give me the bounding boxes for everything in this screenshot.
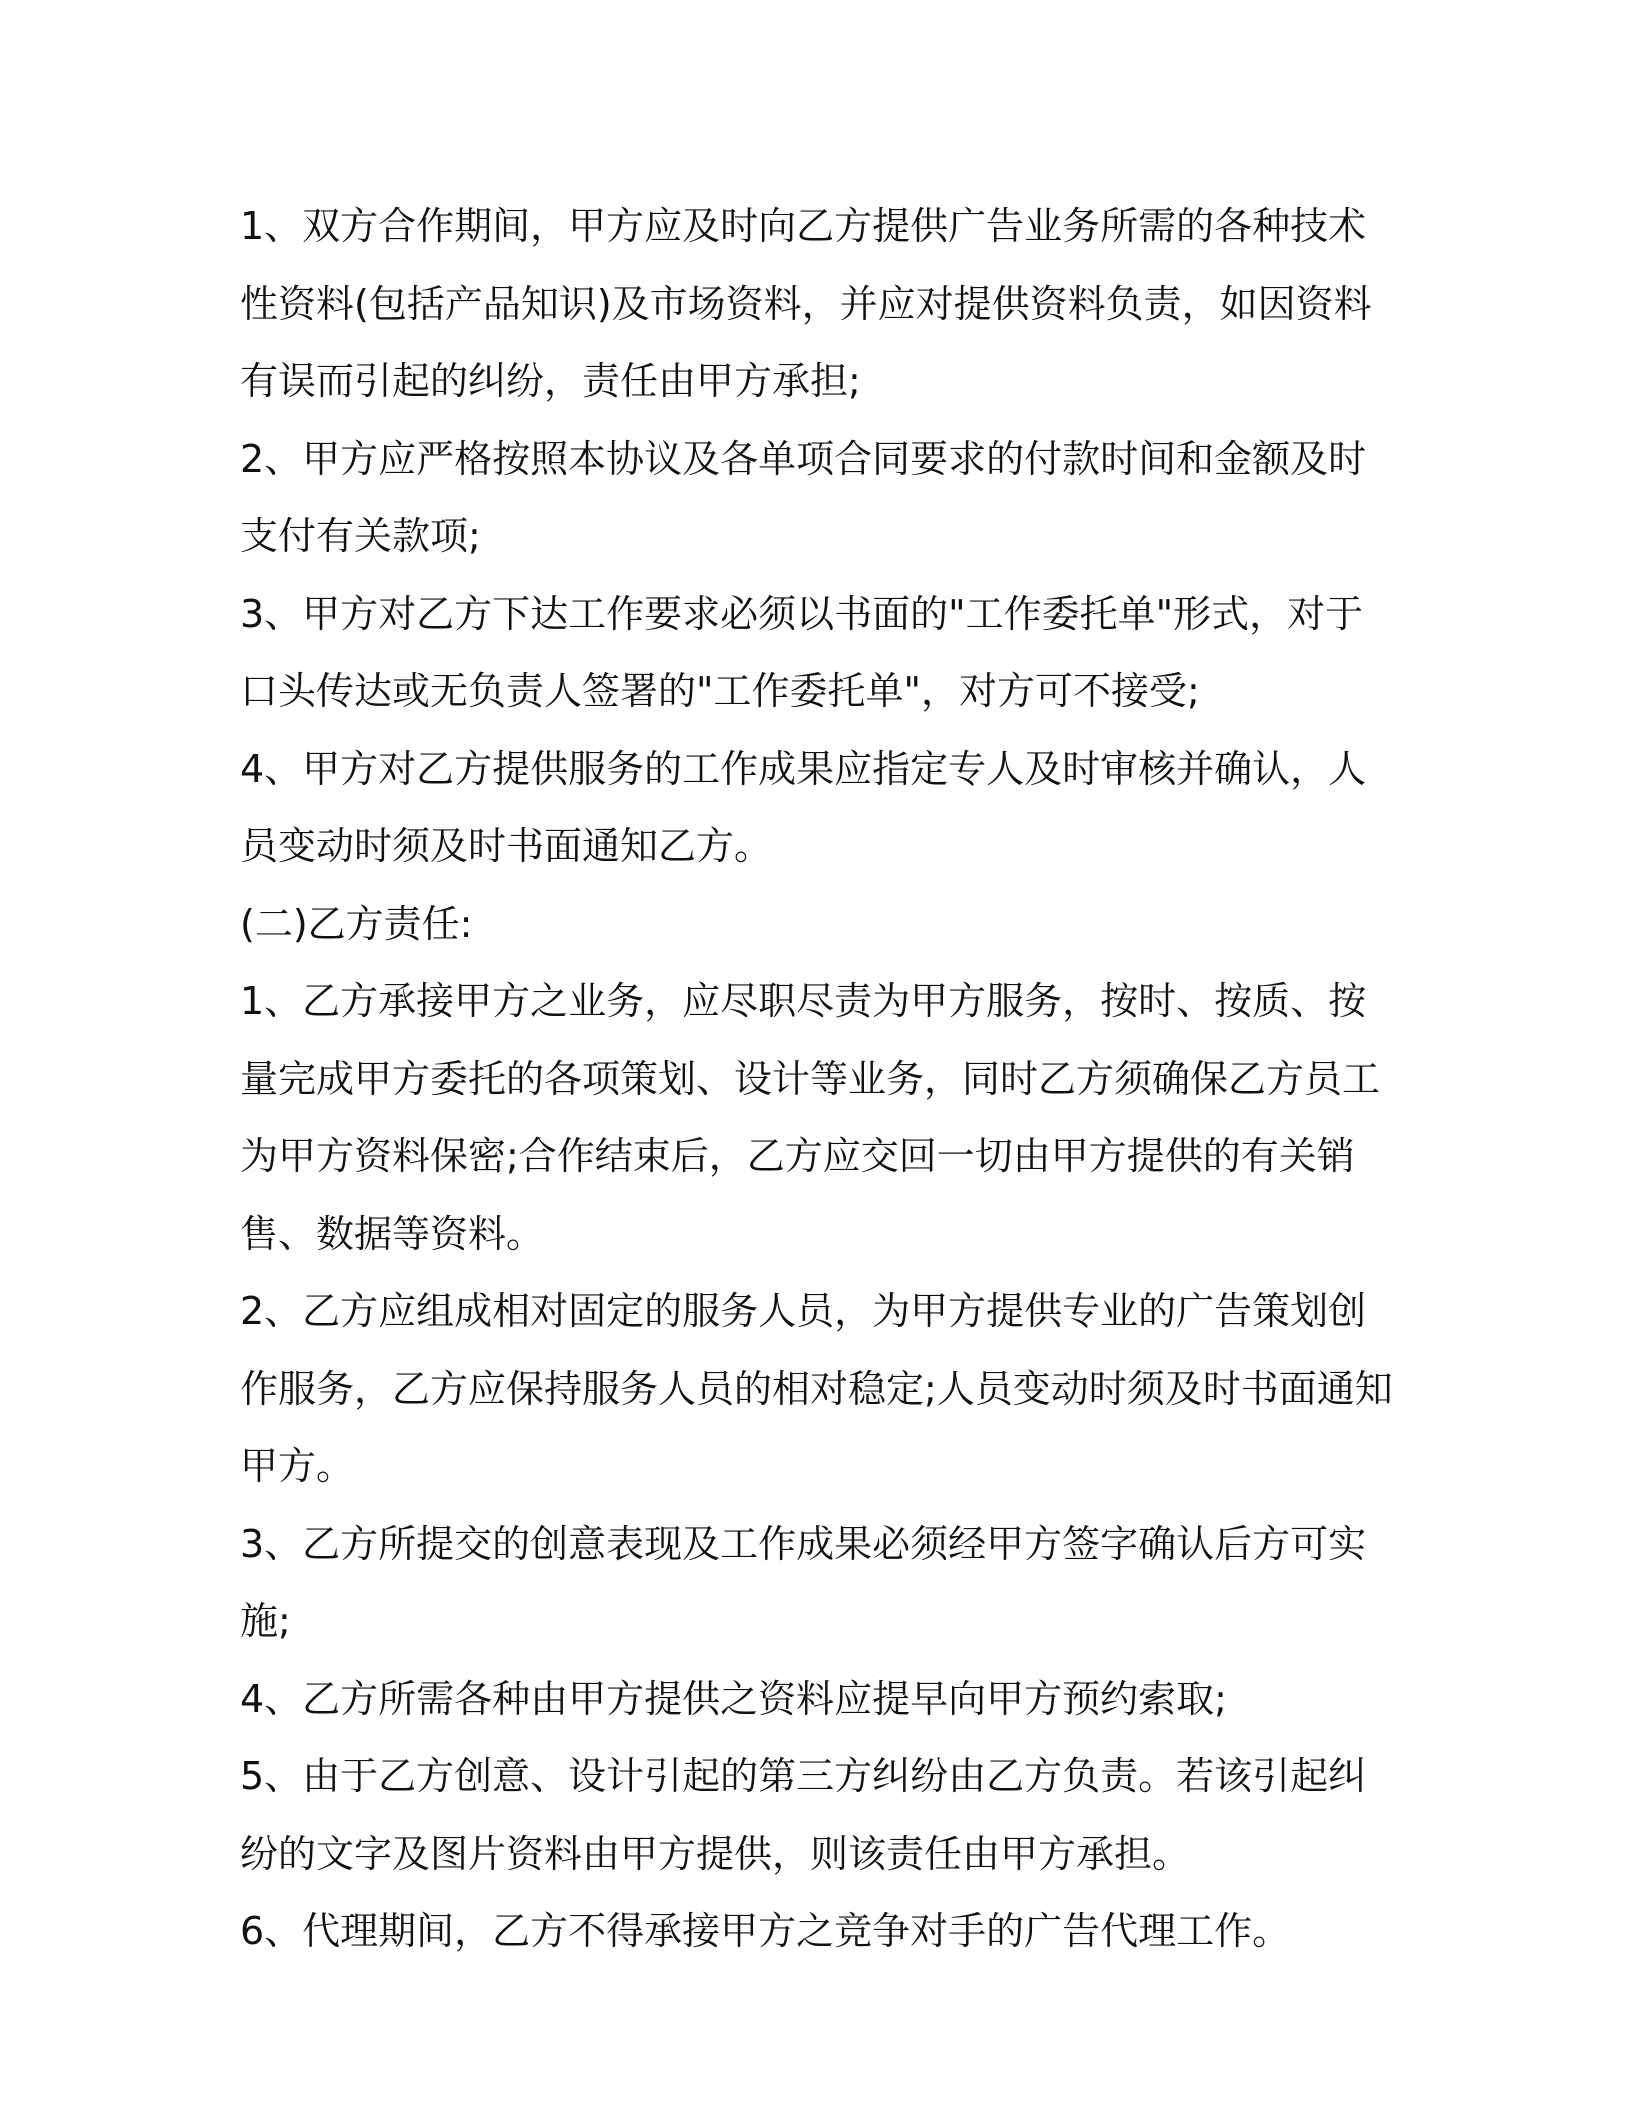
paragraph-b-1: 1、乙方承接甲方之业务，应尽职尽责为甲方服务，按时、按质、按量完成甲方委托的各项策划、设计等业务，同时乙方须确保乙方员工为甲方资料保密;合作结束后，乙方应交回一切由甲方提供的有关销售、数据等资料。 bbox=[240, 979, 1381, 1256]
paragraph-a-3: 3、甲方对乙方下达工作要求必须以书面的"工作委托单"形式，对于口头传达或无负责人签署的"工作委托单"，对方可不接受; bbox=[240, 591, 1364, 713]
paragraph-b-3: 3、乙方所提交的创意表现及工作成果必须经甲方签字确认后方可实施; bbox=[240, 1521, 1367, 1643]
paragraph-a-1: 1、双方合作期间，甲方应及时向乙方提供广告业务所需的各种技术性资料(包括产品知识)及市场资料，并应对提供资料负责，如因资料有误而引起的纠纷，责任由甲方承担; bbox=[240, 204, 1372, 403]
paragraph-a-4: 4、甲方对乙方提供服务的工作成果应指定专人及时审核并确认，人员变动时须及时书面通知乙方。 bbox=[240, 746, 1367, 868]
section-heading-b: (二)乙方责任: bbox=[240, 901, 473, 946]
paragraph-b-6: 6、代理期间，乙方不得承接甲方之竞争对手的广告代理工作。 bbox=[240, 1909, 1291, 1953]
document-body bbox=[240, 188, 1400, 1971]
paragraph-b-2: 2、乙方应组成相对固定的服务人员，为甲方提供专业的广告策划创作服务，乙方应保持服务人员的相对稳定;人员变动时须及时书面通知甲方。 bbox=[240, 1289, 1393, 1488]
paragraph-a-2: 2、甲方应严格按照本协议及各单项合同要求的付款时间和金额及时支付有关款项; bbox=[240, 436, 1367, 558]
paragraph-b-5: 5、由于乙方创意、设计引起的第三方纠纷由乙方负责。若该引起纠纷的文字及图片资料由甲方提供，则该责任由甲方承担。 bbox=[240, 1754, 1367, 1876]
paragraph-b-4: 4、乙方所需各种由甲方提供之资料应提早向甲方预约索取; bbox=[240, 1676, 1227, 1721]
